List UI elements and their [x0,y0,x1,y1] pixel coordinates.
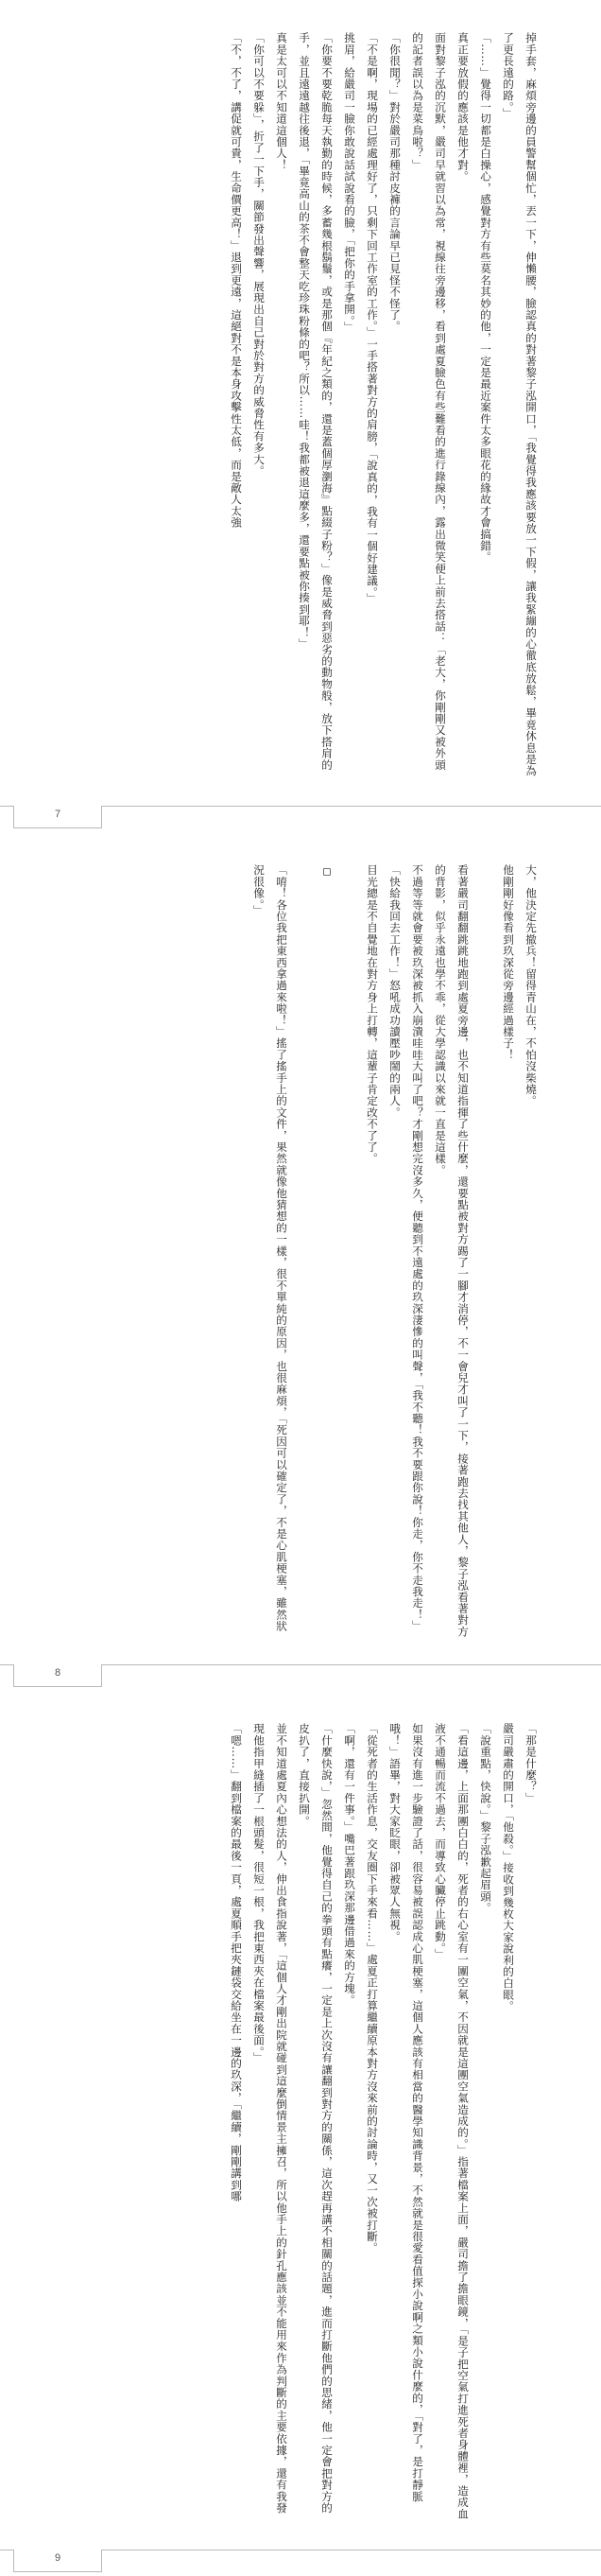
page-number-tab [13,1664,102,1687]
book-page-7 [0,0,601,832]
paragraph: 如果沒有進一步驗證了話，很容易被誤認成心肌梗塞，這個人應該有相當的醫學知識背景，不然就是很愛看值探小說啊之類小說什麼的，「對了，是打靜脈哦！」語畢，對大家眨眼，卻被眾人無視。 [388,1723,424,2502]
book-page-8 [0,832,601,1691]
paragraph: 「你要不要乾脆每天執勤的時候，多蓄幾根鬍鬚，或是那個『年紀之類的，還是蓋個厚瀏海』點綴子粉？」像是威脅到惡劣的動物般，放下搭肩的手，並且遠遠越往後退，「畢竟高山的茶不會整天吃珍珠粉條的吧？所以……哇！我都被退這麼多，還要點被你揍到耶！」 [298,32,334,771]
paragraph: 「不是啊，現場的已經處理好了，只剩下回工作室的工作。」一手搭著對方的肩膀，「說真的，我有一個好建議。」 [366,32,379,604]
paragraph: 「什麼快說，」忽然間，他覺得自己的拳頭有點癢，一定是上次沒有讓翻到對方的關係，這次趕再講不相關的話題，進而打斷他們的思緒，他一定會把對方的皮扒了，直接扒開。 [298,1723,334,2514]
vertical-text-columns [76,32,542,781]
paragraph: 不過等等就會要被玖深被抓入崩潰哇哇大叫了吧？才剛想完沒多久，便聽到不遠處的玖深淒慘的叫聲，「我不聽！我不要跟你說！你走，你不走我走！」 [411,864,424,1632]
scene-break-marker: ◻ [320,864,334,879]
paragraph: 「快給我回去工作！」怒吼成功讀壓吵鬧的兩人。 [388,864,402,1119]
paragraph: 「不，不了，講促就可貴，生命價更高！」退到更遠，這絕對不是本身攻擊性太低，而是敵人太強 [230,32,243,529]
page-footer [0,794,601,832]
paragraph: 看著嚴司翻翻跳跳地跑到處夏旁邊，也不知道指揮了些什麼，還要點被對方踢了一腳才消停，不一會兒才叫了一下，接著跑去找其他人，黎子泓看著對方的背影，似乎永遠也學不乖，從大學認識以來就一直是這樣。 [434,864,470,1638]
paragraph: 真是太可以不知道這個人！ [275,32,288,171]
paragraph: 他剛剛好像看到玖深從旁邊經過樣子！ [502,864,515,1061]
paragraph: 「……」覺得一切都是白操心，感覺對方有些莫名其妙的他，一定是最近案件太多眼花的緣故才會搞錯。 [479,32,492,564]
vertical-text-columns [76,1723,542,2525]
paragraph: 並不知道處夏內心想法的人，伸出食指說著，「這個人才剛出院就碰到這麼倒情景主擁召，所以他手上的針孔應該並不能用來作為判斷的主要依據，還有我發現他指甲縫插了一根頭髮，很短一根，我把東西夾在檔案最後面。」 [252,1723,288,2514]
page-text-area [76,32,542,781]
paragraph: 「說重點，快說。」黎子泓歉起眉頭。 [479,1723,492,1914]
paragraph: 大，他決定先撤兵！留得青山在，不怕沒柴燒。 [524,864,538,1107]
paragraph: 「你可以不要躲」，折了一下手，關節發出聲響，展現出自己對於對方的威脅性有多大。 [252,32,266,477]
page-number: 7 [54,809,61,820]
page-footer [0,2538,601,2576]
paragraph: 「唷！各位我把東西拿過來啦！」搖了搖手上的文件，果然就像他猜想的一樣，很不單純的原因，也很麻煩，「死因可以確定了，不是心肌梗塞，雖然狀況很像。」 [252,864,288,1632]
paragraph: 「嗯……」翻到檔案的最後一頁，處夏順手把夾鏈袋交給坐在一邊的玖深，「繼續，剛剛講到哪 [230,1723,243,2202]
page-number-tab [13,806,102,828]
paragraph: 「從死者的生活作息，交友圈下手來看……」處夏正打算繼續原本對方沒來前的討論時，又一次被打斷。 [366,1723,379,2254]
page-number: 8 [54,1667,61,1679]
page-number: 9 [54,2552,61,2564]
paragraph: 真正要放假的應該是他才對。 [456,32,470,183]
vertical-text-columns [76,864,542,1640]
paragraph: 挑眉，給嚴司一臉你敢說話試說看的臉，「把你的手拿開。」 [343,32,356,333]
page-number-tab [13,2550,102,2572]
paragraph: 面對黎子泓的沉默，嚴司早就習以為常，視線往旁邊移，看到處夏臉色有些難看的進行錄線內，露出微笑便上前去搭話：「老大，你剛剛又被外頭的記者誤以為是菜鳥啦？」 [411,32,447,771]
paragraph: 掉手套，麻煩旁邊的員警幫個忙，丟一下，伸懶腰，臉認真的對著黎子泓開口，「我覺得我應該要放一下假，讓我緊繃的心徹底放鬆，畢竟休息是為了更長遠的路。」 [502,32,538,777]
paragraph: 目光總是不自覺地在對方身上打轉，這輩子肯定改不了了。 [366,864,379,1165]
page-text-area [76,864,542,1640]
paragraph: 「你很閒？」對於嚴司那種討皮褲的言論早已見怪不怪了。 [388,32,402,333]
paragraph: 「看這邊，上面那團白白的，死者的右心室有一團空氣，不因就是這團空氣造成的。」指著檔案上面，嚴司擔了擔眼鏡，「是子把空氣打進死者身體裡，造成血液不通暢而流不過去，而導致心臟停止跳動。」 [434,1723,470,2520]
paragraph: 「啊，還有一件事。」嘴巴著跟玖深那邊借過來的方塊。 [343,1723,356,2007]
paragraph: 嚴司嚴肅的開口，「他殺。」接收到幾枚大家說利的白眼。 [502,1723,515,2012]
page-footer [0,1653,601,1691]
book-page-9 [0,1691,601,2576]
page-text-area [76,1723,542,2525]
paragraph: 「那是什麼？」 [524,1723,538,1804]
